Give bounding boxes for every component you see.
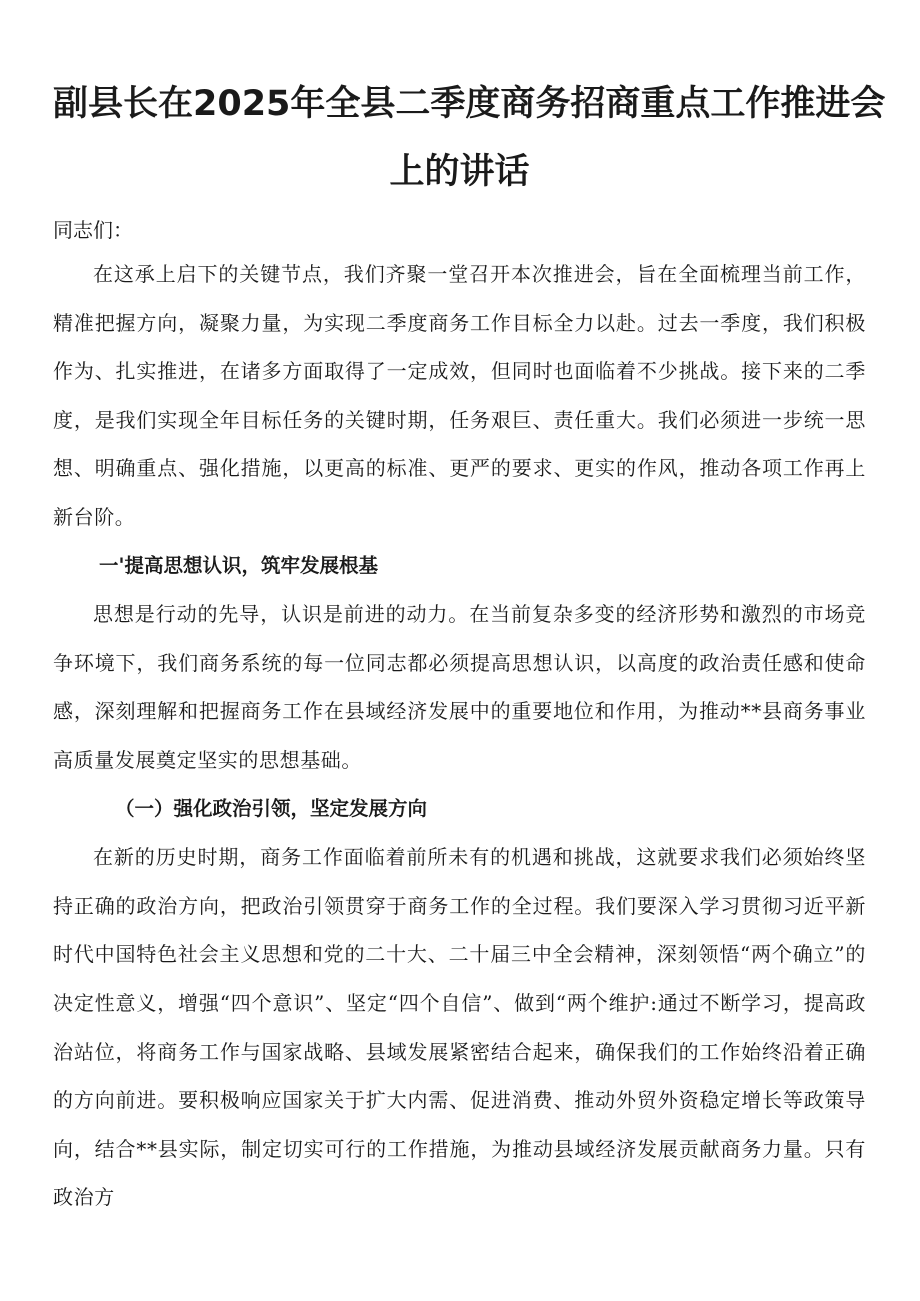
subsection-1-paragraph: 在新的历史时期，商务工作面临着前所未有的机遇和挑战，这就要求我们必须始终坚持正确的政治方向，把政治引领贯穿于商务工作的全过程。我们要深入学习贯彻习近平新时代中国特色社会主义思想和党的二十大、二十届三中全会精神，深刻领悟“两个确立”的决定性意义，增强“四个意识”、坚定“四个自信”、做到“两个维护:通过不断学习，提高政治站位，将商务工作与国家战略、县域发展紧密结合起来，确保我们的工作始终沿着正确的方向前进。要积极响应国家关于扩大内需、促进消费、推动外贸外资稳定增长等政策导向，结合**县实际，制定切实可行的工作措施，为推动县域经济发展贡献商务力量。只有政治方 xyxy=(53,845,866,1210)
title-line-2: 上的讲话 xyxy=(389,152,530,192)
intro-paragraph: 在这承上启下的关键节点，我们齐聚一堂召开本次推进会，旨在全面梳理当前工作，精准把握方向，凝聚力量，为实现二季度商务工作目标全力以赴。过去一季度，我们积极作为、扎实推进，在诸多方面取得了一定成效，但同时也面临着不少挑战。接下来的二季度，是我们实现全年目标任务的关键时期，任务艰巨、责任重大。我们必须进一步统一思想、明确重点、强化措施，以更高的标准、更严的要求、更实的作风，推动各项工作再上新台阶。 xyxy=(53,262,866,529)
subsection-heading-1: （一）强化政治引领，坚定发展方向 xyxy=(115,796,428,820)
salutation: 同志们： xyxy=(53,218,133,242)
title-line-1: 副县长在2025年全县二季度商务招商重点工作推进会 xyxy=(53,84,886,124)
section-heading-1: 一'提高思想认识，筑牢发展根基 xyxy=(99,553,378,577)
section-1-paragraph: 思想是行动的先导，认识是前进的动力。在当前复杂多变的经济形势和激烈的市场竞争环境下，我们商务系统的每一位同志都必须提高思想认识，以高度的政治责任感和使命感，深刻理解和把握商务工作在县域经济发展中的重要地位和作用，为推动**县商务事业高质量发展奠定坚实的思想基础。 xyxy=(53,602,866,772)
document-title xyxy=(53,70,886,206)
